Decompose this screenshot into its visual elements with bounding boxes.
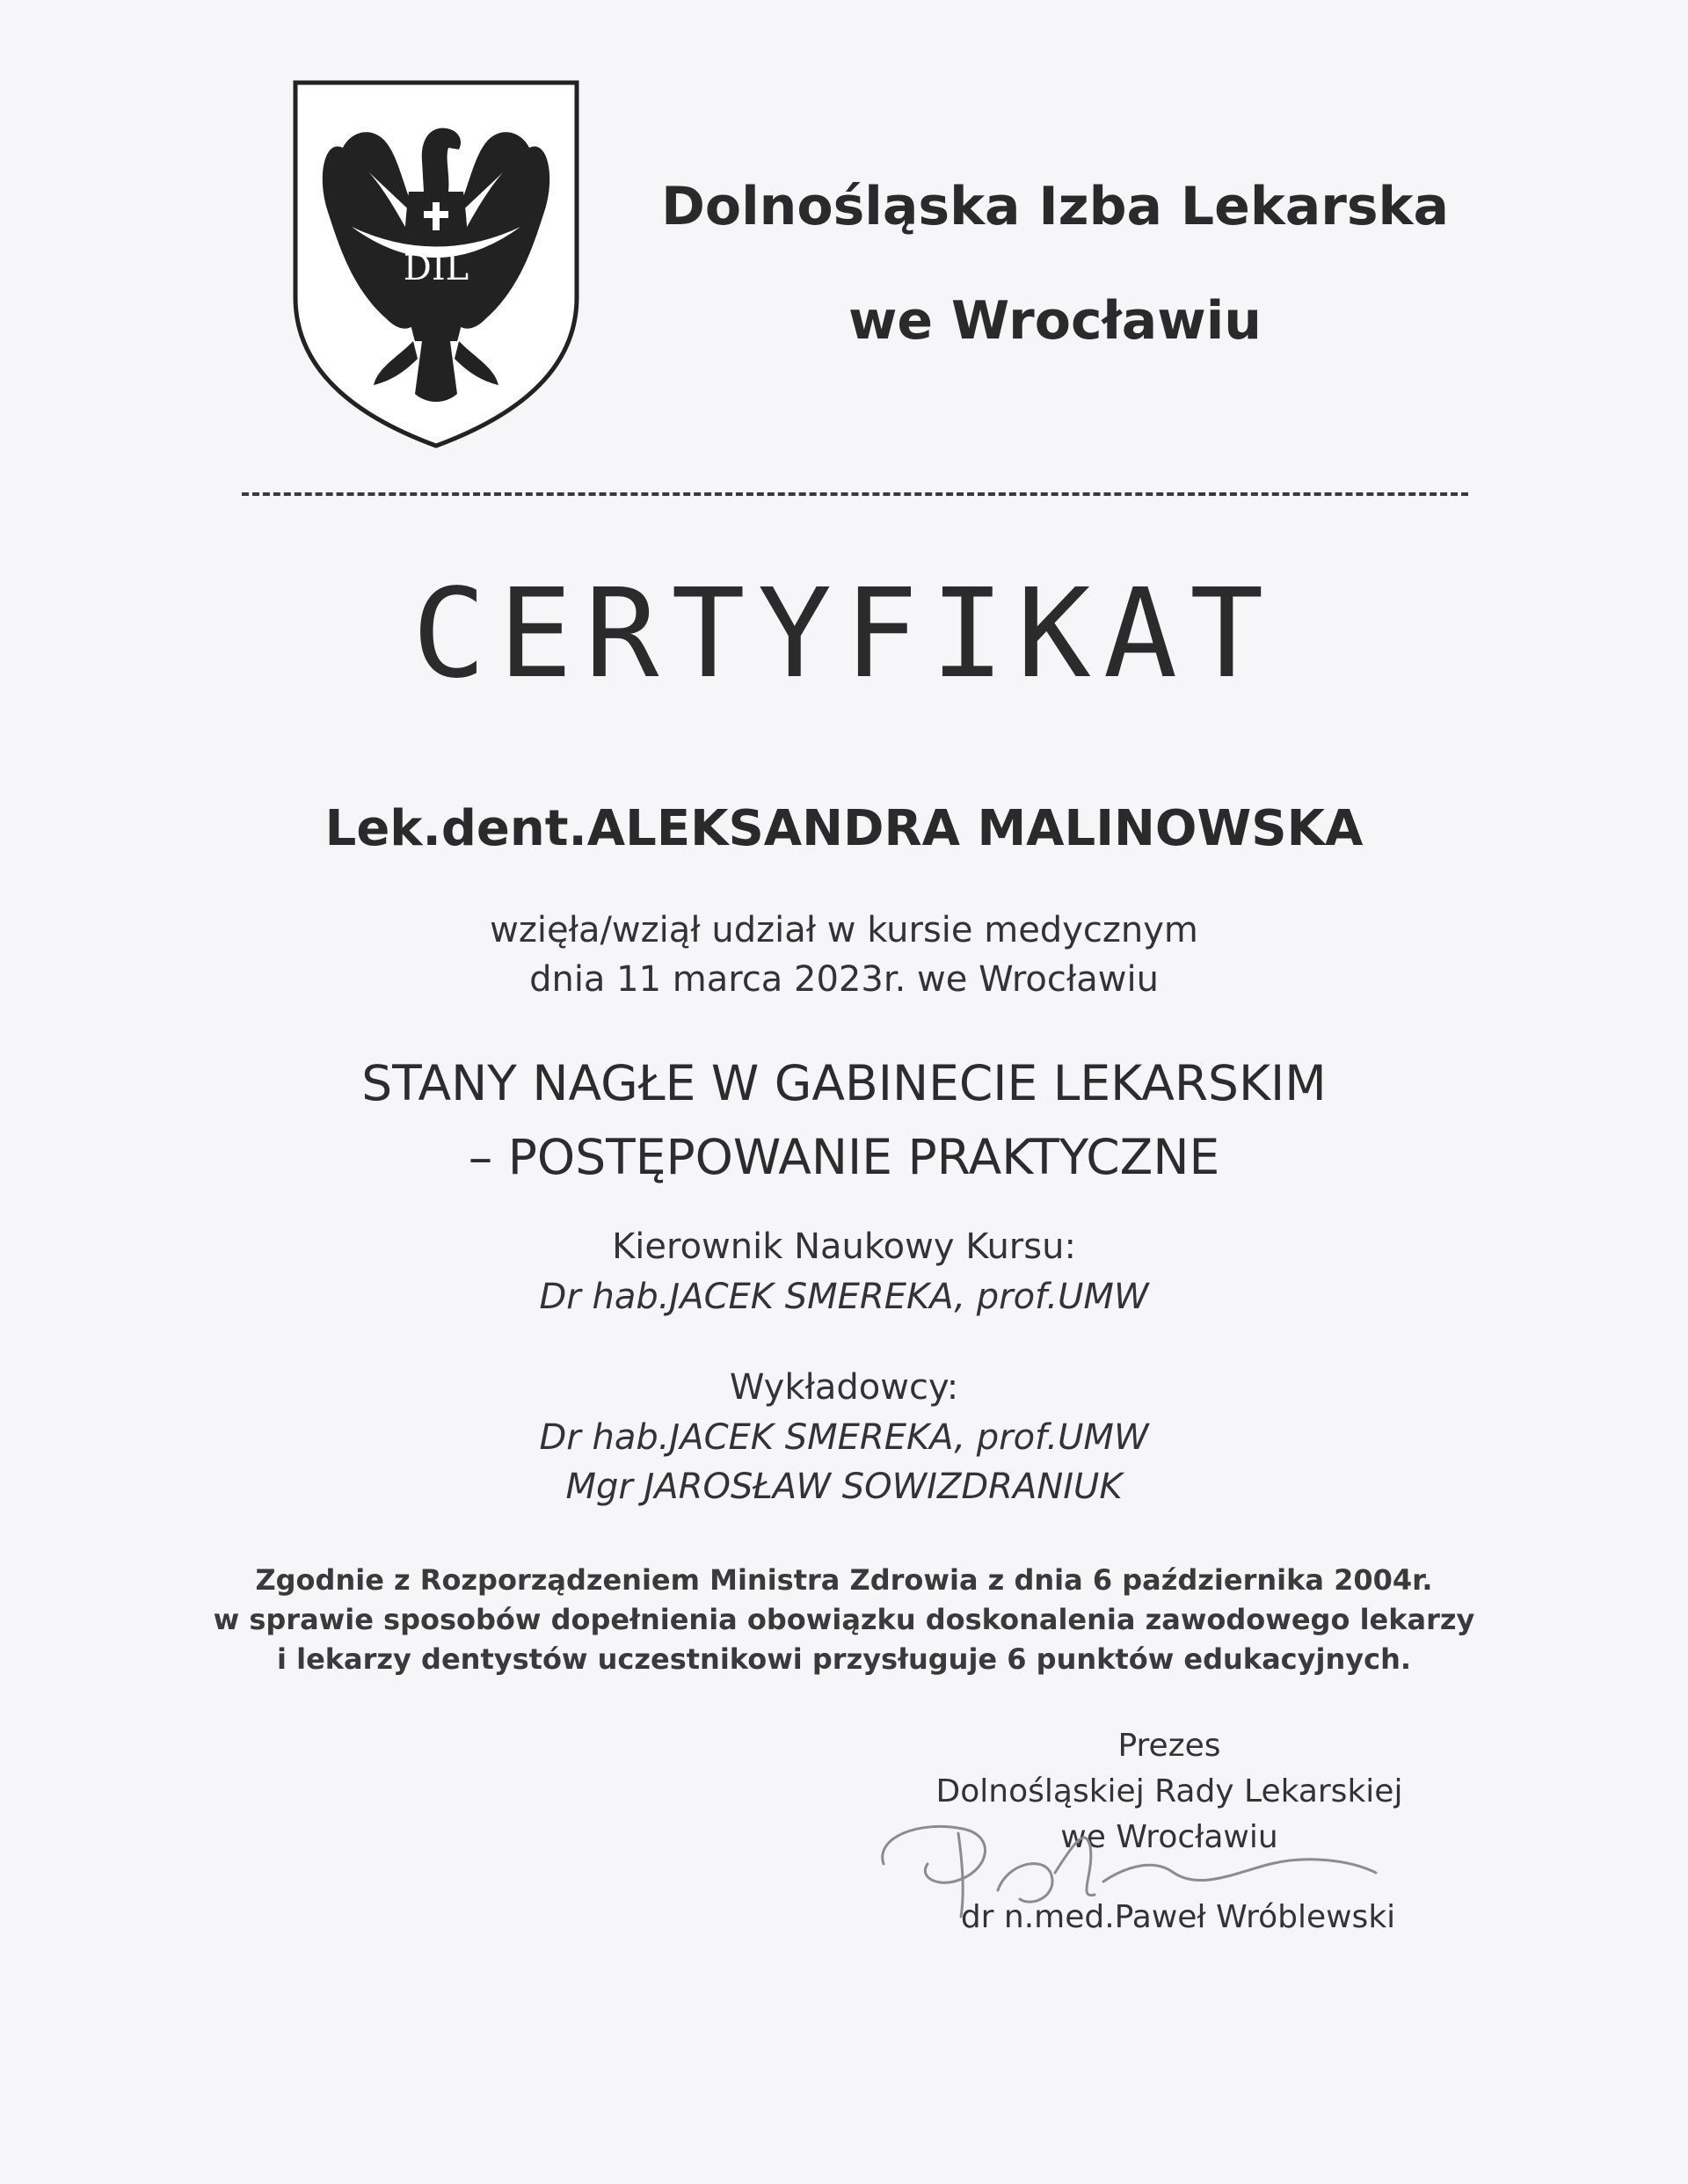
signatory-line-2: Dolnośląskiej Rady Lekarskiej xyxy=(935,1773,1403,1809)
attendance-line-2: dnia 11 marca 2023r. we Wrocławiu xyxy=(529,959,1159,1000)
lecturer-name-1: Dr hab.JACEK SMEREKA, prof.UMW xyxy=(539,1417,1149,1458)
legal-line-2: w sprawie sposobów dopełnienia obowiązku doskonalenia zawodowego lekarzy xyxy=(213,1603,1475,1636)
legal-line-1: Zgodnie z Rozporządzeniem Ministra Zdrowia z dnia 6 października 2004r. xyxy=(255,1563,1433,1597)
dashed-divider xyxy=(242,492,1468,496)
lecturers-label: Wykładowcy: xyxy=(729,1367,959,1408)
course-title-line-1: STANY NAGŁE W GABINECIE LEKARSKIM xyxy=(361,1055,1327,1111)
attendance-statement xyxy=(0,906,1688,1004)
certificate-title: CERTYFIKAT xyxy=(411,563,1277,706)
legal-line-3: i lekarzy dentystów uczestnikowi przysługuje 6 punktów edukacyjnych. xyxy=(276,1642,1411,1676)
director-label: Kierownik Naukowy Kursu: xyxy=(612,1227,1076,1267)
attendance-line-1: wzięła/wziął udział w kursie medycznym xyxy=(490,910,1198,950)
lecturer-name-2: Mgr JAROSŁAW SOWIZDRANIUK xyxy=(565,1467,1123,1507)
organization-line-2: we Wrocławiu xyxy=(848,290,1262,352)
signatory-line-1: Prezes xyxy=(1117,1728,1221,1764)
organization-name xyxy=(615,149,1495,378)
eagle-crest-icon xyxy=(290,77,582,451)
signatory-line-3: we Wrocławiu xyxy=(1060,1819,1278,1855)
legal-notice xyxy=(0,1561,1688,1679)
crest-monogram: DIL xyxy=(403,248,469,288)
director-name: Dr hab.JACEK SMEREKA, prof.UMW xyxy=(539,1277,1149,1317)
signer-name: dr n.med.Paweł Wróblewski xyxy=(960,1899,1396,1935)
organization-line-1: Dolnośląska Izba Lekarska xyxy=(661,176,1449,237)
course-title-line-2: – POSTĘPOWANIE PRAKTYCZNE xyxy=(468,1129,1220,1185)
course-title xyxy=(0,1046,1688,1194)
recipient-name: Lek.dent.ALEKSANDRA MALINOWSKA xyxy=(324,800,1364,857)
